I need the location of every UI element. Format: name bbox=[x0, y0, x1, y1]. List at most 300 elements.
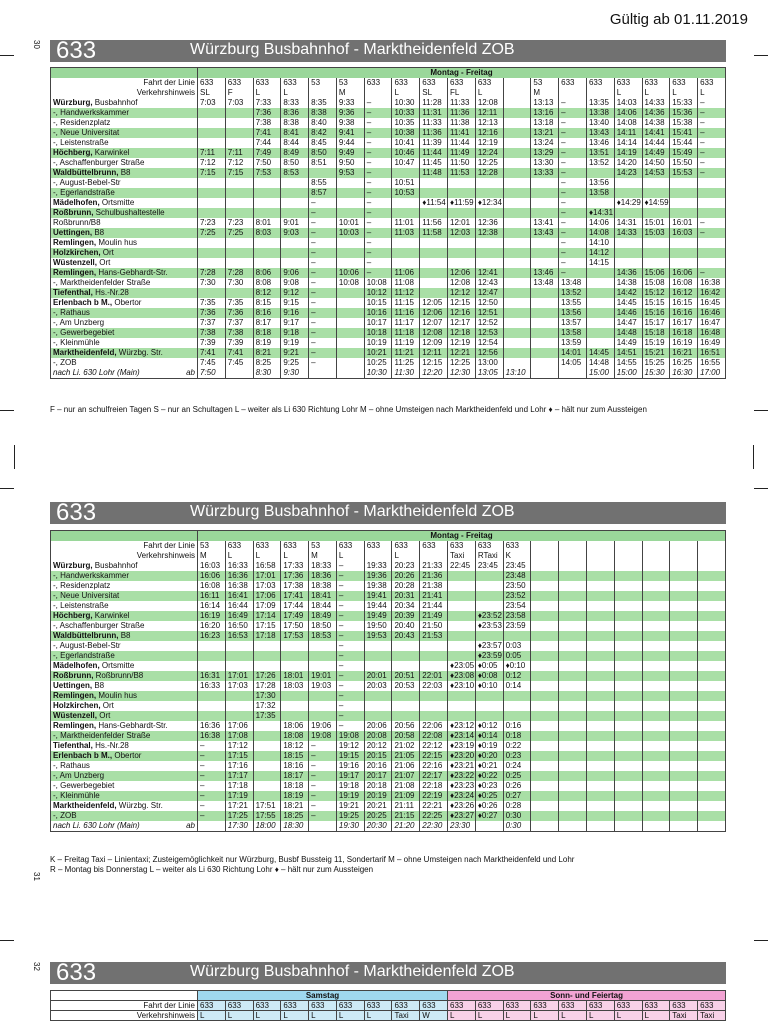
time-cell: 13:21 bbox=[531, 128, 559, 138]
lohr-time-cell: 13:05 bbox=[475, 368, 503, 379]
time-cell: 10:21 bbox=[364, 348, 392, 358]
stop-main: Würzburg, bbox=[53, 98, 95, 107]
time-cell: 20:03 bbox=[364, 681, 392, 691]
time-cell: 11:08 bbox=[392, 278, 420, 288]
stop-main: Waldbüttelbrunn, bbox=[53, 168, 121, 177]
time-cell: 17:50 bbox=[281, 621, 309, 631]
time-cell bbox=[448, 631, 476, 641]
time-cell bbox=[698, 591, 726, 601]
line-cell: 633 bbox=[253, 1001, 281, 1011]
time-cell bbox=[586, 288, 614, 298]
time-cell bbox=[531, 308, 559, 318]
time-cell: – bbox=[364, 178, 392, 188]
stop-main: Holzkirchen, bbox=[53, 248, 103, 257]
time-cell: 9:50 bbox=[336, 158, 364, 168]
hint-cell bbox=[531, 551, 559, 561]
time-cell: 12:03 bbox=[448, 228, 476, 238]
time-cell: 12:19 bbox=[448, 338, 476, 348]
time-cell: 22:18 bbox=[420, 781, 448, 791]
time-cell bbox=[531, 641, 559, 651]
time-cell: 8:18 bbox=[253, 328, 281, 338]
time-cell: 14:50 bbox=[642, 158, 670, 168]
time-cell: 14:14 bbox=[614, 138, 642, 148]
time-cell bbox=[559, 711, 587, 721]
time-cell: 19:50 bbox=[364, 621, 392, 631]
time-cell: – bbox=[309, 741, 337, 751]
time-cell: 23:59 bbox=[503, 621, 531, 631]
time-cell bbox=[642, 258, 670, 268]
time-cell: 0:28 bbox=[503, 801, 531, 811]
time-cell: 13:58 bbox=[586, 188, 614, 198]
line-cell: 633 bbox=[392, 1001, 420, 1011]
time-cell: – bbox=[559, 228, 587, 238]
time-cell bbox=[586, 721, 614, 731]
time-cell: 7:35 bbox=[198, 298, 226, 308]
time-cell: 14:53 bbox=[642, 168, 670, 178]
time-cell: 14:03 bbox=[614, 98, 642, 108]
time-cell bbox=[642, 721, 670, 731]
time-cell bbox=[531, 791, 559, 801]
time-cell: 15:38 bbox=[670, 118, 698, 128]
timetable-header bbox=[50, 37, 726, 64]
hint-cell: L bbox=[642, 88, 670, 98]
stop-name bbox=[51, 801, 198, 811]
time-cell: 14:11 bbox=[614, 128, 642, 138]
lohr-time-cell: 15:00 bbox=[614, 368, 642, 379]
stop-name bbox=[51, 621, 198, 631]
stop-name bbox=[51, 681, 198, 691]
time-cell: 10:46 bbox=[392, 148, 420, 158]
time-cell: 17:51 bbox=[253, 801, 281, 811]
stop-sub: Würzbg. Str. bbox=[118, 801, 163, 810]
table-row bbox=[51, 771, 726, 781]
time-cell bbox=[698, 751, 726, 761]
time-cell bbox=[198, 238, 226, 248]
time-cell: – bbox=[698, 218, 726, 228]
line-cell: 633 bbox=[586, 1001, 614, 1011]
time-cell: 7:30 bbox=[198, 278, 226, 288]
time-cell: 11:18 bbox=[392, 328, 420, 338]
lohr-time-cell: 18:00 bbox=[253, 821, 281, 832]
time-cell: 0:03 bbox=[503, 641, 531, 651]
time-cell: 14:38 bbox=[614, 278, 642, 288]
time-cell: 16:58 bbox=[253, 561, 281, 571]
stop-main: -, Aschaffenburger Straße bbox=[53, 158, 145, 167]
time-cell: 8:41 bbox=[281, 128, 309, 138]
crop-mark bbox=[754, 488, 768, 489]
time-cell: 7:36 bbox=[198, 308, 226, 318]
time-cell bbox=[698, 681, 726, 691]
time-cell bbox=[698, 801, 726, 811]
time-cell bbox=[198, 178, 226, 188]
stop-name bbox=[51, 358, 198, 368]
time-cell: – bbox=[698, 158, 726, 168]
time-cell: – bbox=[336, 651, 364, 661]
time-cell: 12:16 bbox=[448, 308, 476, 318]
time-cell bbox=[198, 198, 226, 208]
time-cell: 14:12 bbox=[586, 248, 614, 258]
time-cell bbox=[198, 138, 226, 148]
time-cell: 9:08 bbox=[281, 278, 309, 288]
time-cell: – bbox=[364, 148, 392, 158]
time-cell bbox=[642, 771, 670, 781]
time-cell: 7:33 bbox=[253, 98, 281, 108]
page-number: 31 bbox=[31, 872, 41, 881]
line-cell: 53 bbox=[309, 541, 337, 551]
time-cell: – bbox=[309, 781, 337, 791]
time-cell: – bbox=[336, 591, 364, 601]
time-cell: 7:39 bbox=[225, 338, 253, 348]
time-cell bbox=[614, 188, 642, 198]
lohr-time-cell bbox=[531, 368, 559, 379]
time-cell: 21:07 bbox=[392, 771, 420, 781]
stop-name bbox=[51, 318, 198, 328]
stop-main: Marktheidenfeld, bbox=[53, 348, 119, 357]
time-cell bbox=[253, 238, 281, 248]
time-cell: 22:21 bbox=[420, 801, 448, 811]
time-cell: 15:17 bbox=[642, 318, 670, 328]
time-cell bbox=[642, 741, 670, 751]
time-cell: 13:52 bbox=[586, 158, 614, 168]
time-cell bbox=[225, 661, 253, 671]
time-cell bbox=[253, 208, 281, 218]
time-cell: 12:08 bbox=[475, 98, 503, 108]
stop-main: -, August-Bebel-Str bbox=[53, 178, 121, 187]
time-cell: 18:49 bbox=[309, 611, 337, 621]
time-cell bbox=[448, 591, 476, 601]
stop-main: Remlingen, bbox=[53, 268, 99, 277]
time-cell bbox=[642, 188, 670, 198]
time-cell: 9:15 bbox=[281, 298, 309, 308]
time-cell: 12:53 bbox=[475, 328, 503, 338]
row-label: Verkehrshinweis bbox=[51, 551, 198, 561]
time-cell bbox=[698, 651, 726, 661]
time-cell: 10:33 bbox=[392, 108, 420, 118]
time-cell: ♦0:27 bbox=[475, 811, 503, 821]
time-cell: – bbox=[198, 771, 226, 781]
time-cell: 7:30 bbox=[225, 278, 253, 288]
time-cell bbox=[420, 701, 448, 711]
lohr-time-cell bbox=[614, 821, 642, 832]
time-cell: 8:44 bbox=[281, 138, 309, 148]
line-cell: 633 bbox=[420, 78, 448, 88]
time-cell: – bbox=[364, 98, 392, 108]
ab-text: ab bbox=[186, 821, 195, 830]
time-cell bbox=[503, 328, 531, 338]
time-cell bbox=[531, 188, 559, 198]
hint-cell: L bbox=[253, 1011, 281, 1021]
time-cell: 0:05 bbox=[503, 651, 531, 661]
stop-name bbox=[51, 701, 198, 711]
hint-cell: L bbox=[281, 88, 309, 98]
time-cell: 10:47 bbox=[392, 158, 420, 168]
time-cell: 10:01 bbox=[336, 218, 364, 228]
time-cell bbox=[670, 208, 698, 218]
time-cell: 12:16 bbox=[475, 128, 503, 138]
time-cell bbox=[392, 208, 420, 218]
time-cell bbox=[309, 701, 337, 711]
valid-from: Gültig ab 01.11.2019 bbox=[609, 11, 748, 28]
time-cell: – bbox=[336, 581, 364, 591]
time-cell: – bbox=[309, 308, 337, 318]
stop-name bbox=[51, 771, 198, 781]
time-cell: 17:53 bbox=[281, 631, 309, 641]
time-cell: 9:41 bbox=[336, 128, 364, 138]
time-cell: 0:27 bbox=[503, 791, 531, 801]
stop-main: -, Gewerbegebiet bbox=[53, 781, 115, 790]
time-cell: 16:20 bbox=[198, 621, 226, 631]
table-row bbox=[51, 801, 726, 811]
time-cell: 10:03 bbox=[336, 228, 364, 238]
time-cell: 9:01 bbox=[281, 218, 309, 228]
stop-main: Remlingen, bbox=[53, 721, 99, 730]
time-cell: 7:41 bbox=[225, 348, 253, 358]
time-cell bbox=[586, 581, 614, 591]
lohr-time-cell bbox=[559, 368, 587, 379]
table-row bbox=[51, 681, 726, 691]
time-cell bbox=[281, 198, 309, 208]
time-cell bbox=[198, 691, 226, 701]
time-cell: 13:58 bbox=[559, 328, 587, 338]
time-cell bbox=[614, 178, 642, 188]
time-cell: 16:03 bbox=[198, 561, 226, 571]
time-cell bbox=[642, 651, 670, 661]
time-cell: – bbox=[336, 641, 364, 651]
time-cell: 8:16 bbox=[253, 308, 281, 318]
line-cell: 633 bbox=[281, 541, 309, 551]
time-cell bbox=[225, 711, 253, 721]
crop-mark bbox=[754, 940, 768, 941]
time-cell bbox=[336, 308, 364, 318]
time-cell: 19:06 bbox=[309, 721, 337, 731]
time-cell bbox=[281, 661, 309, 671]
time-cell: 8:15 bbox=[253, 298, 281, 308]
time-cell bbox=[698, 731, 726, 741]
time-cell bbox=[392, 238, 420, 248]
time-cell: 17:15 bbox=[225, 751, 253, 761]
time-cell: 8:49 bbox=[281, 148, 309, 158]
stop-main: -, ZOB bbox=[53, 358, 77, 367]
time-cell bbox=[225, 651, 253, 661]
stop-name bbox=[51, 238, 198, 248]
time-cell: 12:38 bbox=[475, 228, 503, 238]
time-cell bbox=[586, 601, 614, 611]
time-cell bbox=[531, 248, 559, 258]
time-cell bbox=[531, 338, 559, 348]
hint-cell: L bbox=[448, 1011, 476, 1021]
time-cell bbox=[670, 591, 698, 601]
time-cell: 17:25 bbox=[225, 811, 253, 821]
table-row bbox=[51, 591, 726, 601]
time-cell: 12:56 bbox=[475, 348, 503, 358]
time-cell bbox=[198, 118, 226, 128]
time-cell bbox=[475, 178, 503, 188]
row-label: Verkehrshinweis bbox=[51, 1011, 198, 1021]
time-cell bbox=[670, 631, 698, 641]
time-cell bbox=[420, 178, 448, 188]
time-cell bbox=[475, 258, 503, 268]
time-cell: – bbox=[198, 811, 226, 821]
line-cell: 633 bbox=[448, 78, 476, 88]
time-cell: – bbox=[364, 188, 392, 198]
table-row bbox=[51, 248, 726, 258]
time-cell: – bbox=[698, 168, 726, 178]
stop-name bbox=[51, 278, 198, 288]
table-row bbox=[51, 338, 726, 348]
stop-name bbox=[51, 761, 198, 771]
stop-name bbox=[51, 611, 198, 621]
time-cell: 20:19 bbox=[364, 791, 392, 801]
stop-main: Wüstenzell, bbox=[53, 711, 100, 720]
table-row bbox=[51, 178, 726, 188]
time-cell: 14:23 bbox=[614, 168, 642, 178]
time-cell bbox=[559, 601, 587, 611]
table-row bbox=[51, 228, 726, 238]
time-cell bbox=[559, 771, 587, 781]
time-cell: 18:36 bbox=[309, 571, 337, 581]
stop-name bbox=[51, 711, 198, 721]
time-cell: 12:15 bbox=[420, 358, 448, 368]
hint-cell: L bbox=[253, 88, 281, 98]
time-cell bbox=[698, 198, 726, 208]
stop-main: Tiefenthal, bbox=[53, 288, 96, 297]
hint-cell: L bbox=[392, 88, 420, 98]
time-cell: 8:50 bbox=[281, 158, 309, 168]
time-cell: 15:49 bbox=[670, 148, 698, 158]
time-cell: 18:38 bbox=[309, 581, 337, 591]
time-cell: 17:14 bbox=[253, 611, 281, 621]
time-cell: ♦12:34 bbox=[475, 198, 503, 208]
time-cell: – bbox=[309, 218, 337, 228]
line-cell: 633 bbox=[475, 541, 503, 551]
time-cell bbox=[392, 651, 420, 661]
time-cell bbox=[225, 238, 253, 248]
time-cell bbox=[670, 601, 698, 611]
time-cell: 11:39 bbox=[420, 138, 448, 148]
time-cell: ♦14:59 bbox=[642, 198, 670, 208]
time-cell bbox=[336, 318, 364, 328]
crop-mark bbox=[0, 488, 14, 489]
time-cell bbox=[448, 188, 476, 198]
time-cell: – bbox=[336, 601, 364, 611]
time-cell: 11:31 bbox=[420, 108, 448, 118]
time-cell: – bbox=[559, 248, 587, 258]
time-cell bbox=[531, 581, 559, 591]
table-row bbox=[51, 761, 726, 771]
line-cell: 633 bbox=[198, 78, 226, 88]
time-cell bbox=[225, 188, 253, 198]
time-cell bbox=[448, 238, 476, 248]
time-cell: 10:08 bbox=[364, 278, 392, 288]
time-cell: 14:44 bbox=[642, 138, 670, 148]
time-cell bbox=[503, 318, 531, 328]
time-cell bbox=[670, 188, 698, 198]
time-cell: – bbox=[309, 248, 337, 258]
time-cell bbox=[586, 811, 614, 821]
time-cell bbox=[614, 258, 642, 268]
time-cell: – bbox=[198, 761, 226, 771]
time-cell: – bbox=[336, 571, 364, 581]
time-cell bbox=[642, 751, 670, 761]
hint-cell bbox=[670, 551, 698, 561]
table-row bbox=[51, 158, 726, 168]
time-cell: 17:09 bbox=[253, 601, 281, 611]
line-number: 633 bbox=[56, 37, 97, 64]
time-cell bbox=[531, 731, 559, 741]
time-cell bbox=[670, 561, 698, 571]
time-cell bbox=[475, 208, 503, 218]
time-cell bbox=[364, 661, 392, 671]
time-cell bbox=[586, 268, 614, 278]
time-cell bbox=[503, 138, 531, 148]
hint-cell: L bbox=[642, 1011, 670, 1021]
time-cell bbox=[670, 671, 698, 681]
time-cell bbox=[448, 601, 476, 611]
time-cell bbox=[559, 621, 587, 631]
lohr-text: nach Li. 630 Lohr (Main) bbox=[53, 368, 140, 377]
time-cell bbox=[503, 108, 531, 118]
time-cell bbox=[670, 731, 698, 741]
time-cell bbox=[586, 671, 614, 681]
lohr-time-cell bbox=[309, 368, 337, 379]
time-cell: 7:53 bbox=[253, 168, 281, 178]
time-cell bbox=[642, 811, 670, 821]
time-cell bbox=[698, 208, 726, 218]
time-cell: 9:12 bbox=[281, 288, 309, 298]
stop-name bbox=[51, 671, 198, 681]
time-cell bbox=[670, 238, 698, 248]
time-cell: 20:25 bbox=[364, 811, 392, 821]
time-cell: 18:16 bbox=[281, 761, 309, 771]
lohr-time-cell bbox=[559, 821, 587, 832]
hint-cell bbox=[364, 88, 392, 98]
time-cell: 11:19 bbox=[392, 338, 420, 348]
time-cell bbox=[670, 721, 698, 731]
time-cell: 19:53 bbox=[364, 631, 392, 641]
time-cell: 20:17 bbox=[364, 771, 392, 781]
lohr-time-cell: 15:00 bbox=[586, 368, 614, 379]
time-cell bbox=[586, 198, 614, 208]
lohr-time-cell: 23:30 bbox=[448, 821, 476, 832]
time-cell: 14:06 bbox=[586, 218, 614, 228]
time-cell bbox=[420, 258, 448, 268]
time-cell: – bbox=[364, 138, 392, 148]
time-cell bbox=[503, 178, 531, 188]
hint-cell: L bbox=[475, 88, 503, 98]
time-cell: 12:21 bbox=[448, 348, 476, 358]
time-cell bbox=[225, 108, 253, 118]
time-cell bbox=[281, 188, 309, 198]
time-cell: – bbox=[698, 148, 726, 158]
time-cell: 7:36 bbox=[253, 108, 281, 118]
time-cell bbox=[559, 791, 587, 801]
time-cell bbox=[420, 278, 448, 288]
time-cell: 14:38 bbox=[642, 118, 670, 128]
time-cell: – bbox=[698, 118, 726, 128]
time-cell bbox=[364, 651, 392, 661]
stop-name bbox=[51, 308, 198, 318]
time-cell: – bbox=[364, 218, 392, 228]
stop-main: Holzkirchen, bbox=[53, 701, 103, 710]
time-cell bbox=[586, 801, 614, 811]
time-cell bbox=[698, 601, 726, 611]
time-cell: 20:15 bbox=[364, 751, 392, 761]
stop-name bbox=[51, 118, 198, 128]
stop-main: -, Egerlandstraße bbox=[53, 651, 115, 660]
time-cell: – bbox=[698, 138, 726, 148]
time-cell: 12:25 bbox=[475, 158, 503, 168]
hint-cell: F bbox=[225, 88, 253, 98]
